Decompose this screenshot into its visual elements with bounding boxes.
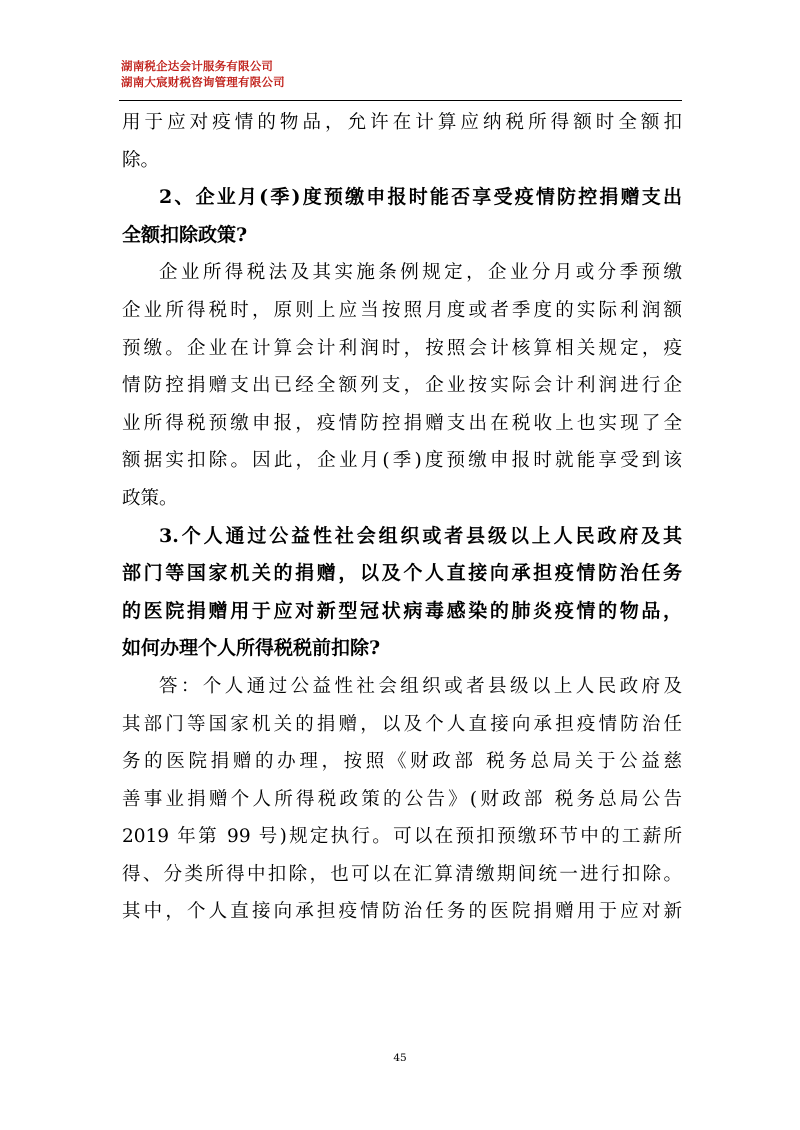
text-line: 情防控捐赠支出已经全额列支，企业按实际会计利润进行企 [122,375,682,397]
text-line: 用于应对疫情的物品，允许在计算应纳税所得额时全额扣 [122,112,682,133]
heading-line: 全额扣除政策? [122,223,248,246]
heading-line: 的医院捐赠用于应对新型冠状病毒感染的肺炎疫情的物品， [122,599,682,622]
text-line: 预缴。企业在计算会计利润时，按照会计核算相关规定，疫 [122,337,682,359]
text-line: 政策。 [122,487,178,509]
company-name-1: 湖南税企达会计服务有限公司 [121,59,274,73]
heading-3 [122,518,682,668]
page-number: 45 [393,1052,407,1064]
letterhead [121,58,285,90]
heading-line: 2、企业月(季)度预缴申报时能否享受疫情防控捐赠支出 [159,186,682,209]
page-body [122,104,682,931]
text-line: 业所得税预缴申报，疫情防控捐赠支出在税收上也实现了全 [122,412,682,434]
text-line: 其中，个人直接向承担疫情防治任务的医院捐赠用于应对新 [122,901,682,923]
text-line: 其部门等国家机关的捐赠，以及个人直接向承担疫情防治任 [122,713,682,735]
heading-line: 3.个人通过公益性社会组织或者县级以上人民政府及其 [159,524,682,547]
paragraph-3 [122,668,682,931]
paragraph-1 [122,104,682,179]
heading-line: 部门等国家机关的捐赠，以及个人直接向承担疫情防治任务 [122,562,682,585]
text-line: 务的医院捐赠的办理，按照《财政部 税务总局关于公益慈 [122,751,682,773]
text-line: 答：个人通过公益性社会组织或者县级以上人民政府及 [159,675,682,697]
text-line: 除。 [122,149,160,171]
text-line: 企业所得税时，原则上应当按照月度或者季度的实际利润额 [122,299,682,321]
heading-2 [122,179,682,254]
text-line: 额据实扣除。因此，企业月(季)度预缴申报时就能享受到该 [122,450,682,472]
paragraph-2 [122,254,682,517]
text-line: 善事业捐赠个人所得税政策的公告》(财政部 税务总局公告 [122,788,682,810]
text-line: 得、分类所得中扣除，也可以在汇算清缴期间统一进行扣除。 [122,863,682,885]
text-line: 2019 年第 99 号)规定执行。可以在预扣预缴环节中的工薪所 [122,826,682,848]
text-line: 企业所得税法及其实施条例规定，企业分月或分季预缴 [159,262,682,284]
heading-line: 如何办理个人所得税税前扣除? [122,637,381,660]
company-name-2: 湖南大宸财税咨询管理有限公司 [121,75,285,89]
header-rule [119,100,682,101]
